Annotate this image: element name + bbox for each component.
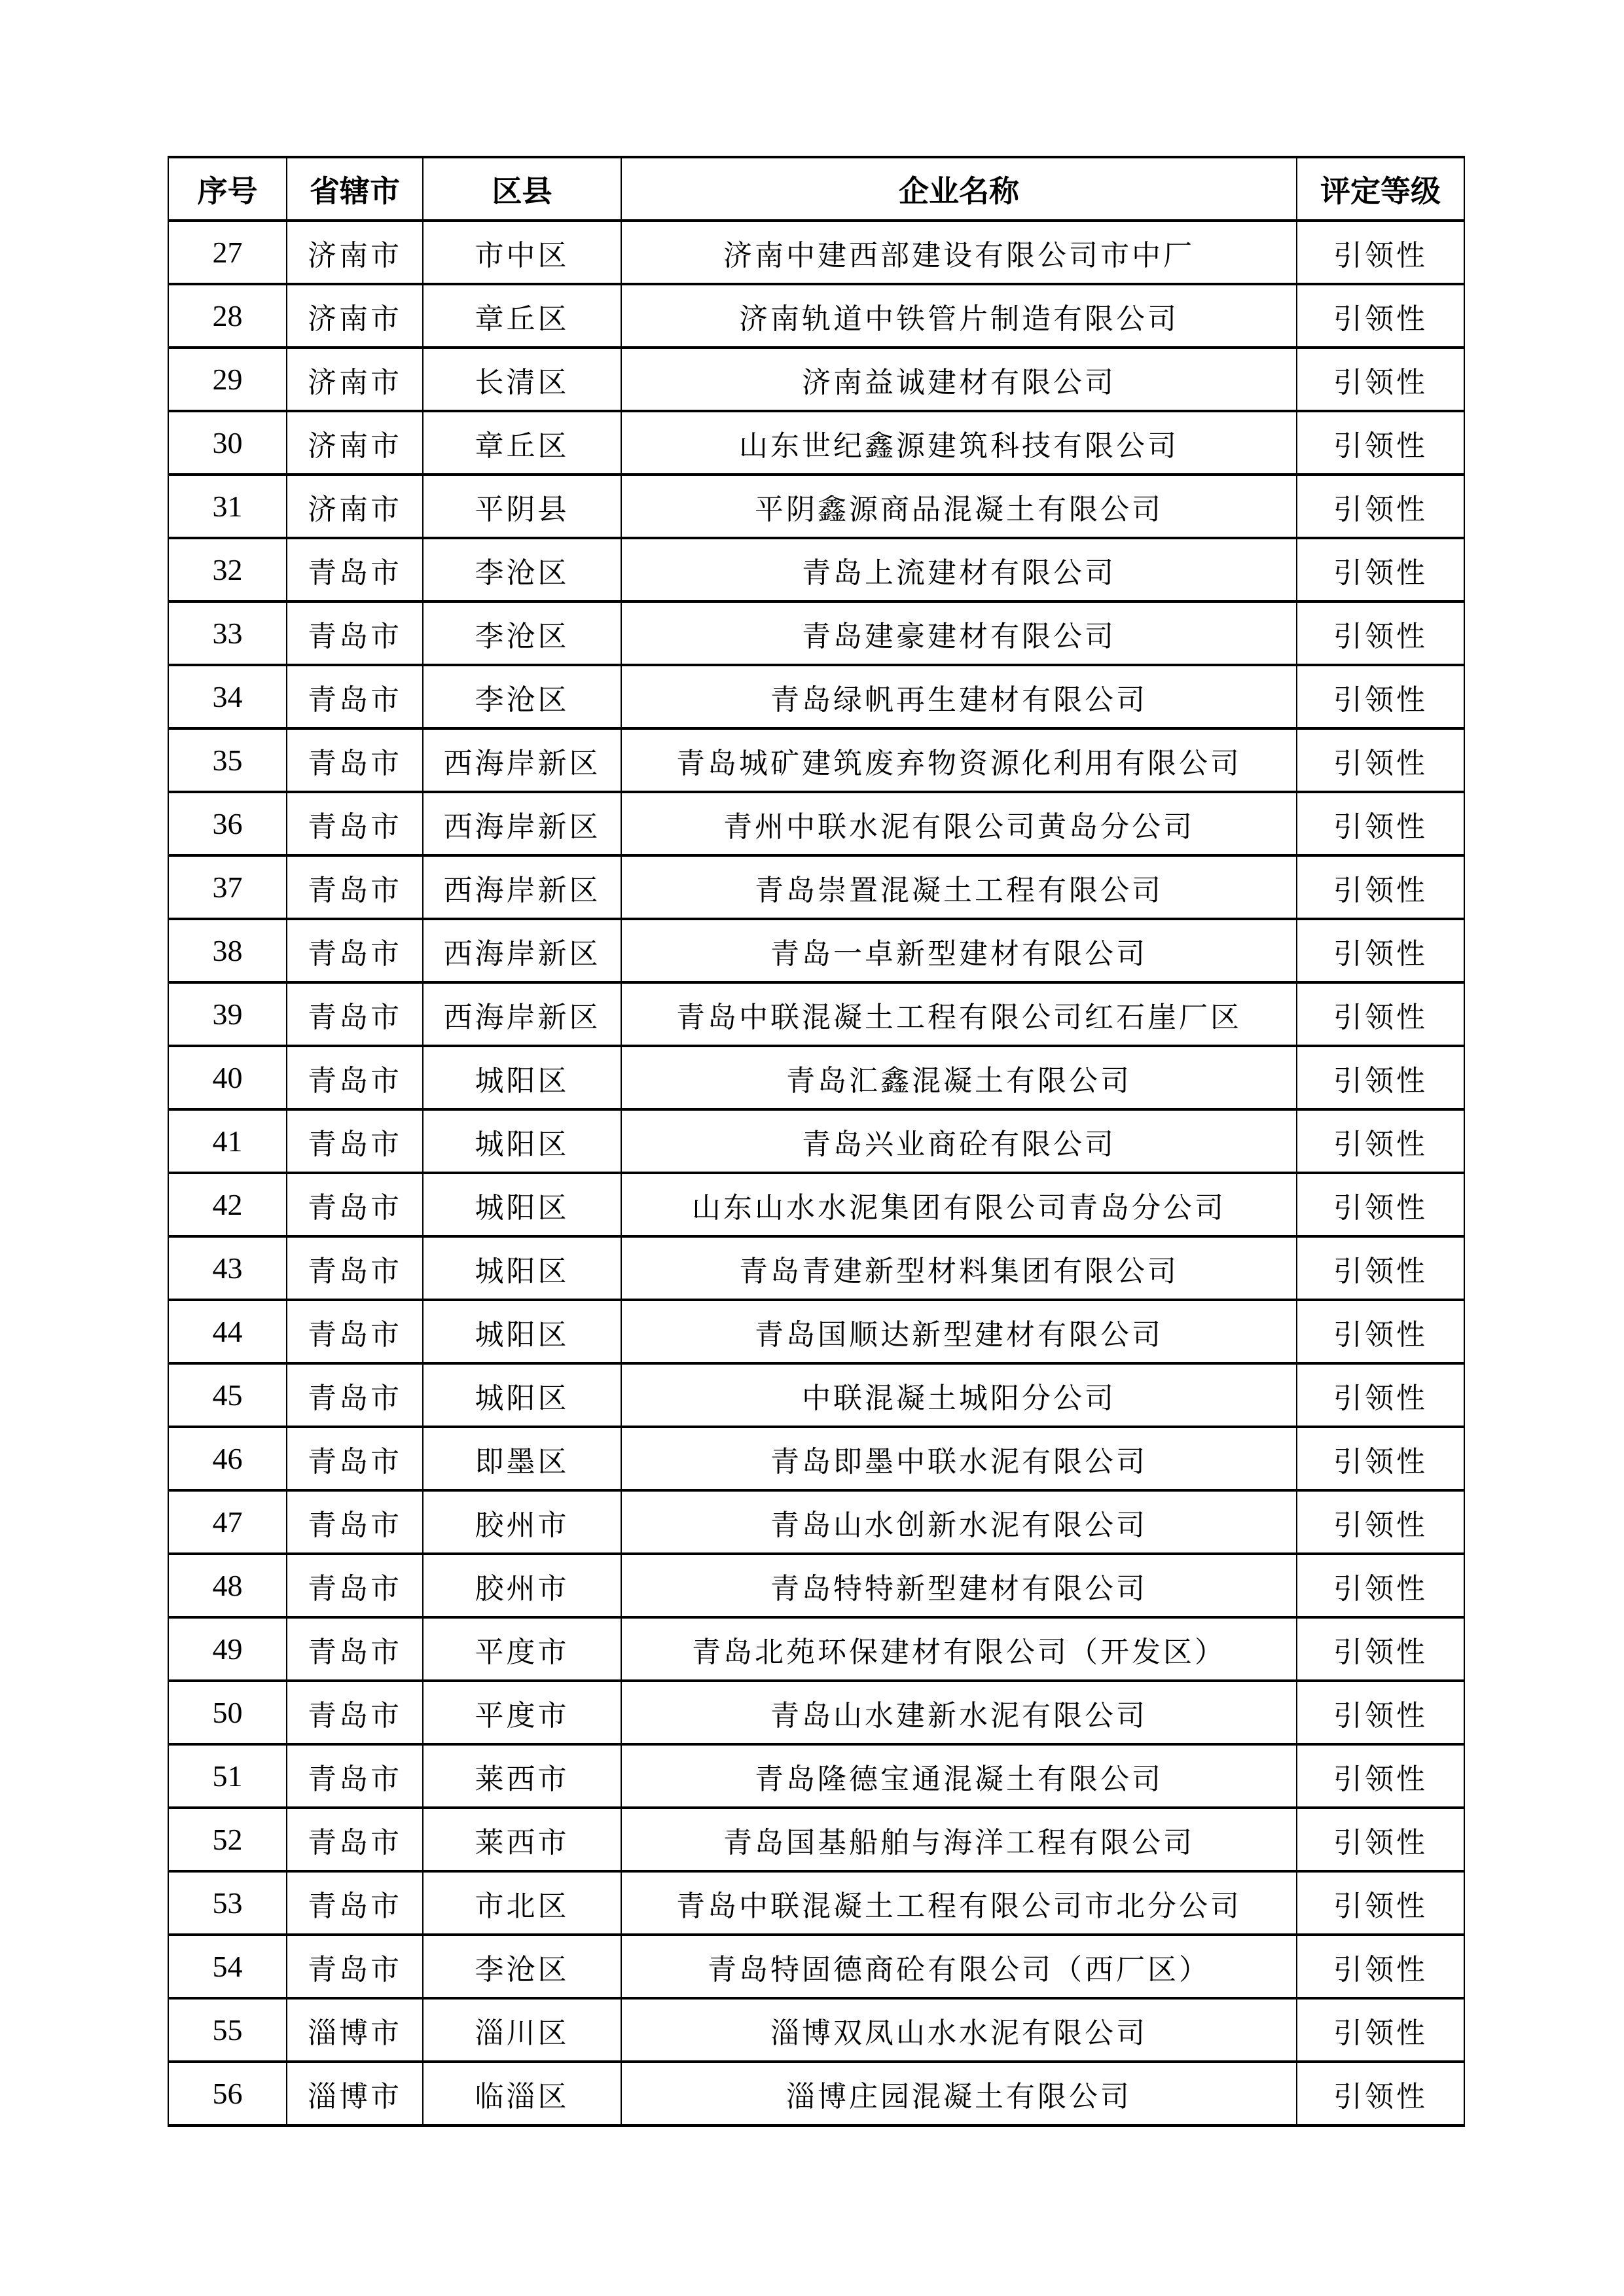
- cell-city: 青岛市: [287, 1427, 423, 1490]
- cell-city: 济南市: [287, 348, 423, 411]
- table-row: [168, 665, 1464, 728]
- cell-city: 青岛市: [287, 1236, 423, 1300]
- cell-serial-number: 37: [168, 855, 287, 919]
- cell-rating-level: 引领性: [1297, 855, 1464, 919]
- cell-rating-level: 引领性: [1297, 475, 1464, 538]
- cell-serial-number: 42: [168, 1173, 287, 1236]
- cell-city: 青岛市: [287, 538, 423, 601]
- table-row: [168, 1617, 1464, 1681]
- cell-company-name: 青岛汇鑫混凝土有限公司: [621, 1046, 1297, 1109]
- cell-city: 青岛市: [287, 1871, 423, 1935]
- table-row: [168, 1236, 1464, 1300]
- cell-serial-number: 54: [168, 1935, 287, 1998]
- cell-rating-level: 引领性: [1297, 1681, 1464, 1744]
- cell-company-name: 青岛山水创新水泥有限公司: [621, 1490, 1297, 1554]
- cell-serial-number: 55: [168, 1998, 287, 2062]
- cell-district: 市北区: [423, 1871, 621, 1935]
- table-body: [168, 221, 1464, 2126]
- table-row: [168, 792, 1464, 855]
- table-row: [168, 2062, 1464, 2126]
- cell-district: 章丘区: [423, 284, 621, 348]
- cell-district: 城阳区: [423, 1173, 621, 1236]
- cell-company-name: 济南中建西部建设有限公司市中厂: [621, 221, 1297, 284]
- cell-rating-level: 引领性: [1297, 1617, 1464, 1681]
- cell-serial-number: 43: [168, 1236, 287, 1300]
- cell-rating-level: 引领性: [1297, 284, 1464, 348]
- cell-city: 青岛市: [287, 1617, 423, 1681]
- cell-serial-number: 34: [168, 665, 287, 728]
- cell-city: 青岛市: [287, 1173, 423, 1236]
- cell-district: 章丘区: [423, 411, 621, 475]
- cell-city: 青岛市: [287, 1935, 423, 1998]
- cell-district: 西海岸新区: [423, 982, 621, 1046]
- cell-serial-number: 33: [168, 601, 287, 665]
- table-row: [168, 1046, 1464, 1109]
- table-row: [168, 1363, 1464, 1427]
- cell-rating-level: 引领性: [1297, 601, 1464, 665]
- cell-rating-level: 引领性: [1297, 665, 1464, 728]
- cell-city: 青岛市: [287, 1808, 423, 1871]
- cell-serial-number: 48: [168, 1554, 287, 1617]
- cell-district: 即墨区: [423, 1427, 621, 1490]
- header-rating-level: 评定等级: [1297, 157, 1464, 221]
- cell-rating-level: 引领性: [1297, 1935, 1464, 1998]
- table-row: [168, 1744, 1464, 1808]
- cell-district: 西海岸新区: [423, 792, 621, 855]
- cell-company-name: 青岛特固德商砼有限公司（西厂区）: [621, 1935, 1297, 1998]
- table-row: [168, 1998, 1464, 2062]
- cell-rating-level: 引领性: [1297, 1808, 1464, 1871]
- cell-city: 淄博市: [287, 1998, 423, 2062]
- table-row: [168, 221, 1464, 284]
- cell-company-name: 青岛兴业商砼有限公司: [621, 1109, 1297, 1173]
- table-row: [168, 982, 1464, 1046]
- cell-city: 济南市: [287, 411, 423, 475]
- cell-company-name: 济南轨道中铁管片制造有限公司: [621, 284, 1297, 348]
- cell-company-name: 淄博双凤山水水泥有限公司: [621, 1998, 1297, 2062]
- cell-district: 西海岸新区: [423, 919, 621, 982]
- cell-rating-level: 引领性: [1297, 2062, 1464, 2126]
- cell-city: 济南市: [287, 475, 423, 538]
- table-row: [168, 1681, 1464, 1744]
- cell-district: 胶州市: [423, 1554, 621, 1617]
- cell-rating-level: 引领性: [1297, 1490, 1464, 1554]
- cell-company-name: 青岛隆德宝通混凝土有限公司: [621, 1744, 1297, 1808]
- cell-company-name: 青岛特特新型建材有限公司: [621, 1554, 1297, 1617]
- cell-city: 青岛市: [287, 1300, 423, 1363]
- cell-serial-number: 29: [168, 348, 287, 411]
- cell-city: 青岛市: [287, 1109, 423, 1173]
- cell-district: 西海岸新区: [423, 728, 621, 792]
- cell-rating-level: 引领性: [1297, 1236, 1464, 1300]
- cell-serial-number: 35: [168, 728, 287, 792]
- cell-district: 胶州市: [423, 1490, 621, 1554]
- cell-district: 李沧区: [423, 1935, 621, 1998]
- cell-rating-level: 引领性: [1297, 538, 1464, 601]
- cell-company-name: 淄博庄园混凝土有限公司: [621, 2062, 1297, 2126]
- table-row: [168, 411, 1464, 475]
- cell-company-name: 青岛建豪建材有限公司: [621, 601, 1297, 665]
- cell-rating-level: 引领性: [1297, 1173, 1464, 1236]
- cell-serial-number: 30: [168, 411, 287, 475]
- cell-serial-number: 50: [168, 1681, 287, 1744]
- table-row: [168, 1871, 1464, 1935]
- cell-serial-number: 27: [168, 221, 287, 284]
- cell-rating-level: 引领性: [1297, 1744, 1464, 1808]
- cell-company-name: 青岛绿帆再生建材有限公司: [621, 665, 1297, 728]
- table-row: [168, 475, 1464, 538]
- cell-city: 青岛市: [287, 665, 423, 728]
- table-row: [168, 348, 1464, 411]
- cell-serial-number: 44: [168, 1300, 287, 1363]
- cell-district: 平度市: [423, 1617, 621, 1681]
- cell-company-name: 青岛即墨中联水泥有限公司: [621, 1427, 1297, 1490]
- cell-city: 青岛市: [287, 728, 423, 792]
- cell-company-name: 青岛国顺达新型建材有限公司: [621, 1300, 1297, 1363]
- cell-serial-number: 47: [168, 1490, 287, 1554]
- table-row: [168, 1173, 1464, 1236]
- table-row: [168, 1554, 1464, 1617]
- cell-rating-level: 引领性: [1297, 792, 1464, 855]
- cell-district: 莱西市: [423, 1808, 621, 1871]
- cell-rating-level: 引领性: [1297, 982, 1464, 1046]
- cell-serial-number: 52: [168, 1808, 287, 1871]
- cell-district: 城阳区: [423, 1300, 621, 1363]
- cell-company-name: 青岛青建新型材料集团有限公司: [621, 1236, 1297, 1300]
- header-city: 省辖市: [287, 157, 423, 221]
- cell-serial-number: 38: [168, 919, 287, 982]
- cell-city: 青岛市: [287, 1681, 423, 1744]
- cell-serial-number: 28: [168, 284, 287, 348]
- cell-company-name: 济南益诚建材有限公司: [621, 348, 1297, 411]
- cell-district: 平度市: [423, 1681, 621, 1744]
- cell-serial-number: 56: [168, 2062, 287, 2126]
- cell-district: 城阳区: [423, 1046, 621, 1109]
- cell-city: 淄博市: [287, 2062, 423, 2126]
- table-row: [168, 1427, 1464, 1490]
- cell-rating-level: 引领性: [1297, 1300, 1464, 1363]
- cell-rating-level: 引领性: [1297, 221, 1464, 284]
- cell-city: 青岛市: [287, 1363, 423, 1427]
- cell-rating-level: 引领性: [1297, 1109, 1464, 1173]
- cell-city: 青岛市: [287, 919, 423, 982]
- cell-company-name: 中联混凝土城阳分公司: [621, 1363, 1297, 1427]
- table-header-row: [168, 157, 1464, 221]
- table-row: [168, 538, 1464, 601]
- cell-district: 淄川区: [423, 1998, 621, 2062]
- header-serial-number: 序号: [168, 157, 287, 221]
- cell-serial-number: 31: [168, 475, 287, 538]
- cell-rating-level: 引领性: [1297, 348, 1464, 411]
- cell-district: 李沧区: [423, 601, 621, 665]
- cell-serial-number: 41: [168, 1109, 287, 1173]
- table-row: [168, 284, 1464, 348]
- table-row: [168, 1935, 1464, 1998]
- cell-city: 青岛市: [287, 1744, 423, 1808]
- cell-serial-number: 39: [168, 982, 287, 1046]
- header-company-name: 企业名称: [621, 157, 1297, 221]
- cell-company-name: 青岛中联混凝土工程有限公司市北分公司: [621, 1871, 1297, 1935]
- cell-company-name: 青岛崇置混凝土工程有限公司: [621, 855, 1297, 919]
- cell-company-name: 青岛北苑环保建材有限公司（开发区）: [621, 1617, 1297, 1681]
- cell-city: 青岛市: [287, 601, 423, 665]
- cell-district: 李沧区: [423, 665, 621, 728]
- cell-city: 青岛市: [287, 792, 423, 855]
- cell-city: 青岛市: [287, 1554, 423, 1617]
- cell-district: 莱西市: [423, 1744, 621, 1808]
- cell-serial-number: 46: [168, 1427, 287, 1490]
- cell-serial-number: 45: [168, 1363, 287, 1427]
- table-row: [168, 1300, 1464, 1363]
- cell-serial-number: 51: [168, 1744, 287, 1808]
- cell-company-name: 青岛一卓新型建材有限公司: [621, 919, 1297, 982]
- cell-city: 济南市: [287, 284, 423, 348]
- table-row: [168, 1808, 1464, 1871]
- cell-rating-level: 引领性: [1297, 1998, 1464, 2062]
- cell-company-name: 青州中联水泥有限公司黄岛分公司: [621, 792, 1297, 855]
- cell-district: 城阳区: [423, 1109, 621, 1173]
- cell-rating-level: 引领性: [1297, 1871, 1464, 1935]
- cell-district: 长清区: [423, 348, 621, 411]
- cell-city: 青岛市: [287, 1490, 423, 1554]
- cell-serial-number: 36: [168, 792, 287, 855]
- cell-rating-level: 引领性: [1297, 1363, 1464, 1427]
- cell-company-name: 青岛城矿建筑废弃物资源化利用有限公司: [621, 728, 1297, 792]
- cell-district: 临淄区: [423, 2062, 621, 2126]
- cell-district: 市中区: [423, 221, 621, 284]
- cell-serial-number: 49: [168, 1617, 287, 1681]
- cell-district: 城阳区: [423, 1236, 621, 1300]
- enterprise-rating-table: [168, 156, 1465, 2127]
- cell-company-name: 山东世纪鑫源建筑科技有限公司: [621, 411, 1297, 475]
- cell-district: 平阴县: [423, 475, 621, 538]
- cell-city: 青岛市: [287, 855, 423, 919]
- cell-company-name: 平阴鑫源商品混凝土有限公司: [621, 475, 1297, 538]
- cell-city: 青岛市: [287, 982, 423, 1046]
- cell-rating-level: 引领性: [1297, 1554, 1464, 1617]
- table-row: [168, 728, 1464, 792]
- cell-rating-level: 引领性: [1297, 728, 1464, 792]
- cell-rating-level: 引领性: [1297, 1427, 1464, 1490]
- cell-company-name: 山东山水水泥集团有限公司青岛分公司: [621, 1173, 1297, 1236]
- cell-rating-level: 引领性: [1297, 1046, 1464, 1109]
- cell-serial-number: 53: [168, 1871, 287, 1935]
- table-row: [168, 919, 1464, 982]
- cell-city: 青岛市: [287, 1046, 423, 1109]
- header-district: 区县: [423, 157, 621, 221]
- table-row: [168, 1490, 1464, 1554]
- cell-rating-level: 引领性: [1297, 919, 1464, 982]
- cell-serial-number: 40: [168, 1046, 287, 1109]
- cell-company-name: 青岛上流建材有限公司: [621, 538, 1297, 601]
- cell-district: 西海岸新区: [423, 855, 621, 919]
- cell-serial-number: 32: [168, 538, 287, 601]
- cell-company-name: 青岛山水建新水泥有限公司: [621, 1681, 1297, 1744]
- cell-district: 城阳区: [423, 1363, 621, 1427]
- cell-district: 李沧区: [423, 538, 621, 601]
- table-row: [168, 855, 1464, 919]
- table-row: [168, 1109, 1464, 1173]
- cell-company-name: 青岛中联混凝土工程有限公司红石崖厂区: [621, 982, 1297, 1046]
- cell-rating-level: 引领性: [1297, 411, 1464, 475]
- cell-city: 济南市: [287, 221, 423, 284]
- cell-company-name: 青岛国基船舶与海洋工程有限公司: [621, 1808, 1297, 1871]
- table-row: [168, 601, 1464, 665]
